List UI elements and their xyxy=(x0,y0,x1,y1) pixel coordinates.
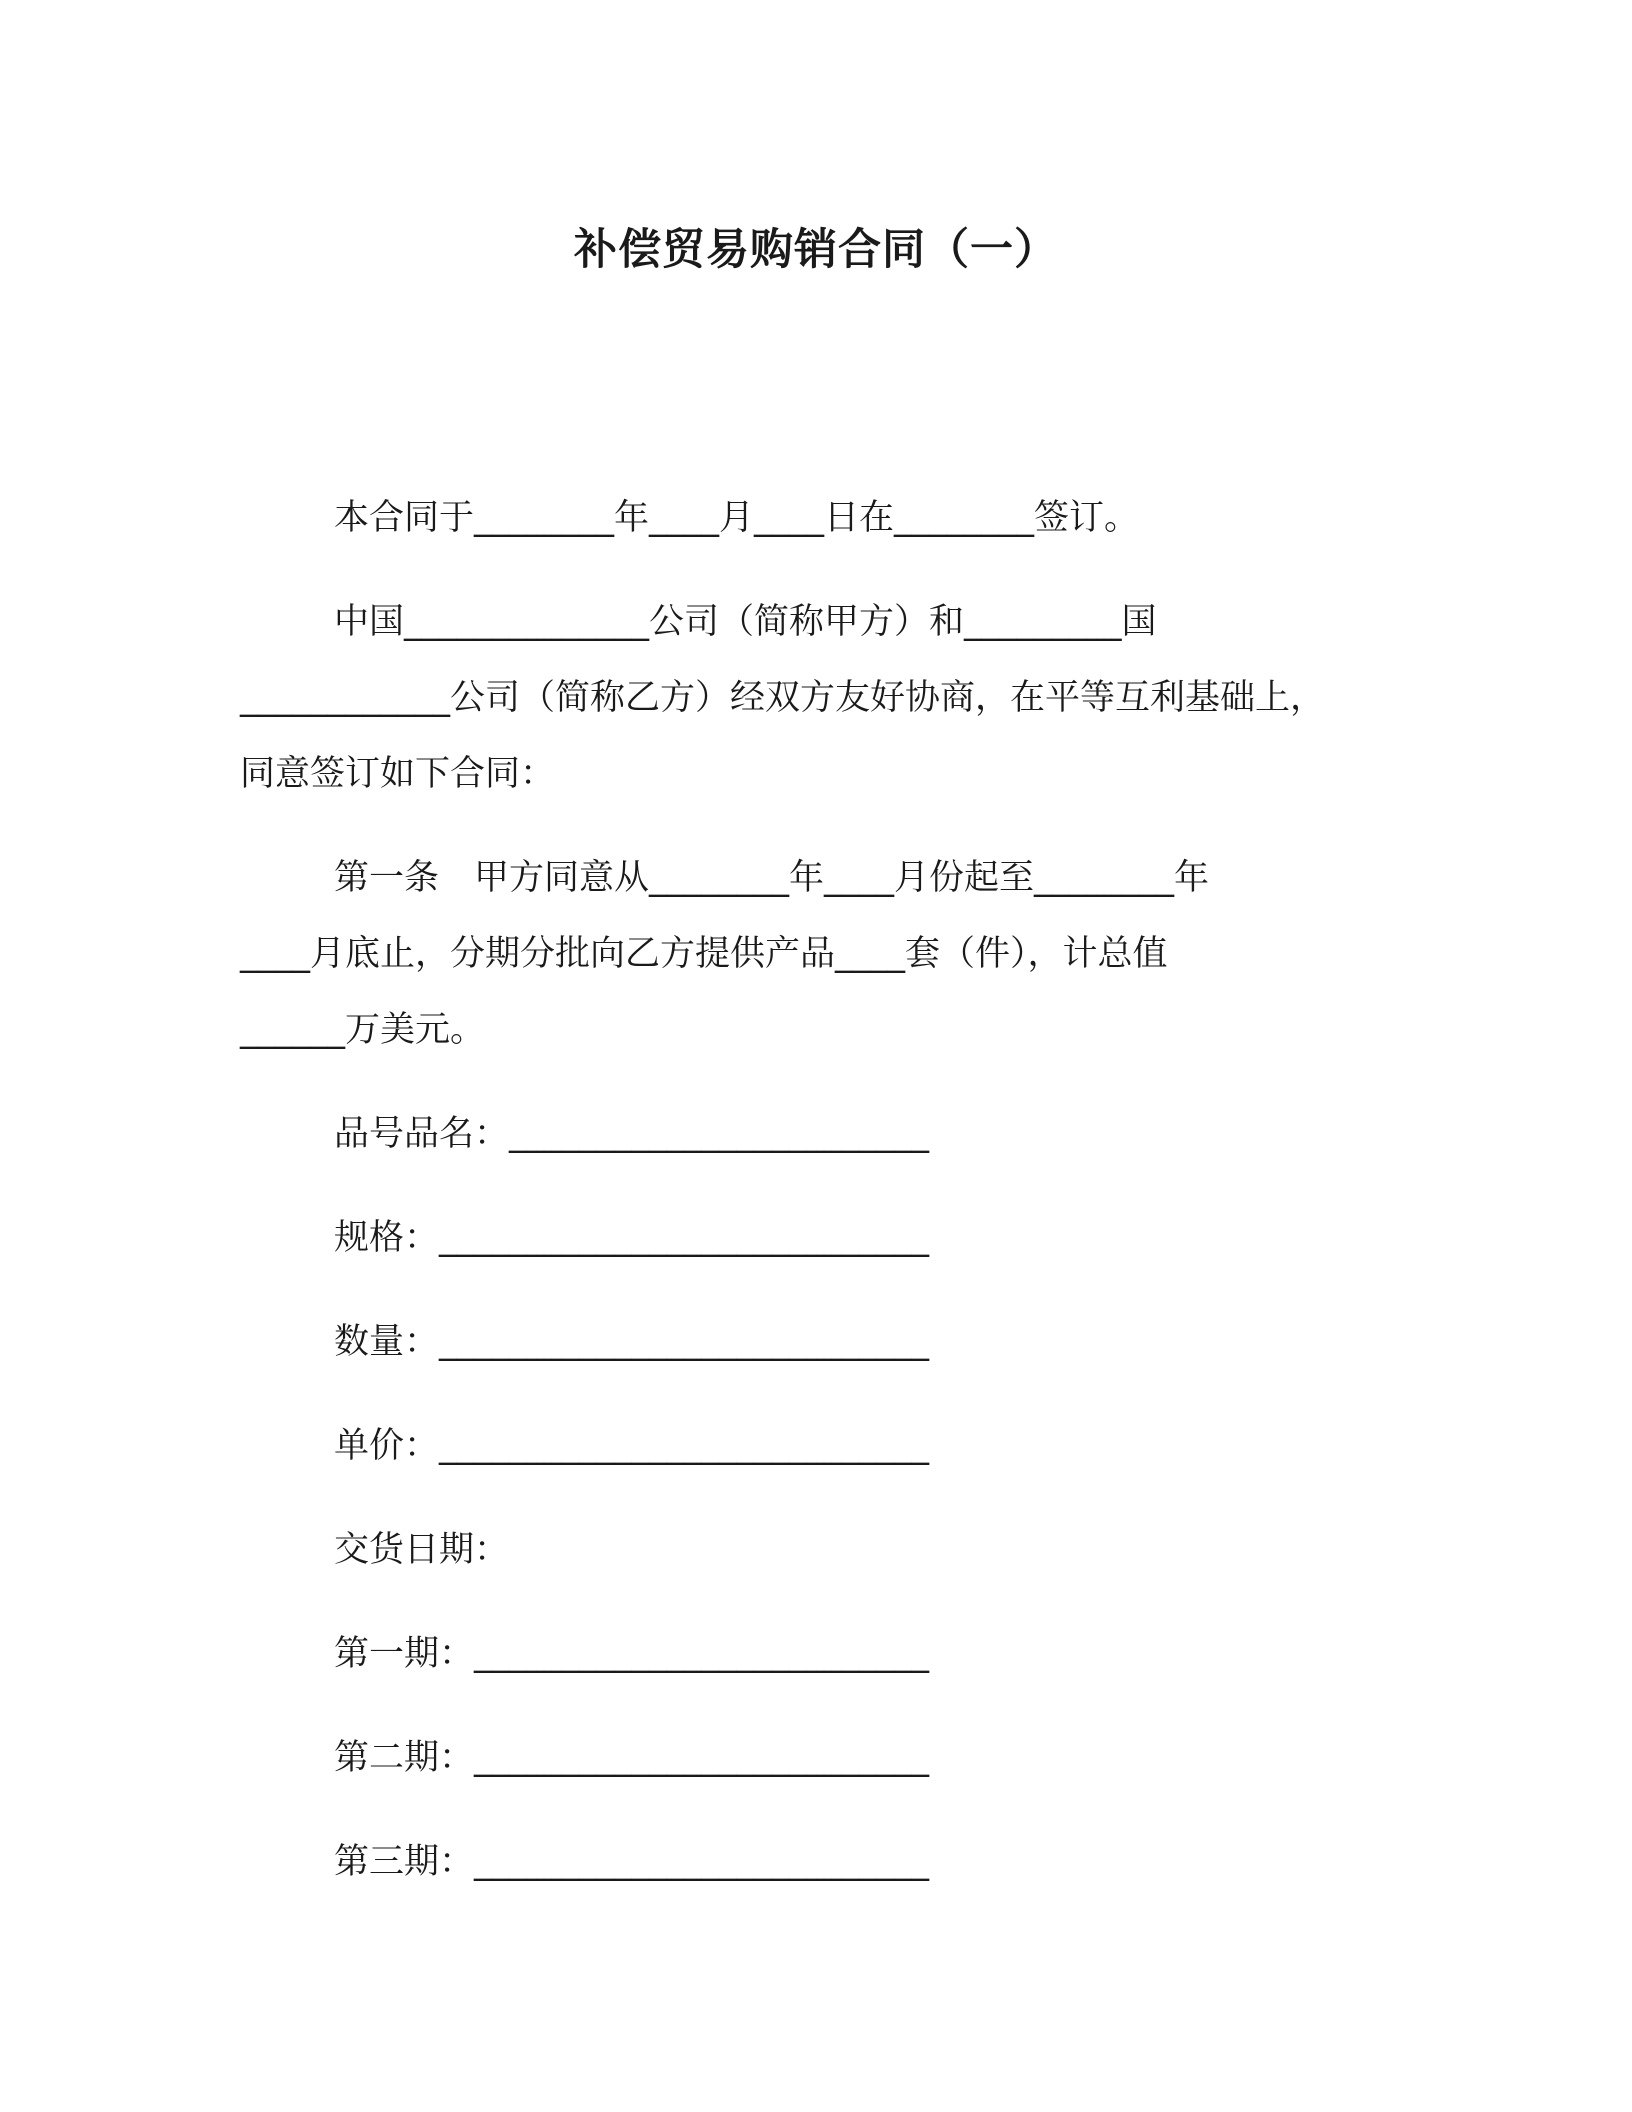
signing-date-line: 本合同于________年____月____日在________签订。 xyxy=(334,498,1140,538)
product-name-field: 品号品名：________________________ xyxy=(334,1114,930,1154)
phase-1-field: 第一期：__________________________ xyxy=(334,1634,930,1674)
parties-line-3: 同意签订如下合同： xyxy=(240,754,556,794)
parties-line-1: 中国______________公司（简称甲方）和_________国 xyxy=(334,602,1157,642)
phase-3-field: 第三期：__________________________ xyxy=(334,1842,930,1882)
parties-line-2: ____________公司（简称乙方）经双方友好协商，在平等互利基础上， xyxy=(240,678,1326,718)
quantity-field: 数量：____________________________ xyxy=(334,1322,930,1362)
unit-price-field: 单价：____________________________ xyxy=(334,1426,930,1466)
article-1-line-2: ____月底止，分期分批向乙方提供产品____套（件），计总值 xyxy=(240,934,1168,974)
phase-2-field: 第二期：__________________________ xyxy=(334,1738,930,1778)
article-1-line-1: 第一条 甲方同意从________年____月份起至________年 xyxy=(334,858,1210,898)
document-title: 补偿贸易购销合同（一） xyxy=(574,225,1058,275)
article-1-line-3: ______万美元。 xyxy=(240,1010,486,1050)
delivery-date-heading: 交货日期： xyxy=(334,1530,510,1570)
spec-field: 规格：____________________________ xyxy=(334,1218,930,1258)
